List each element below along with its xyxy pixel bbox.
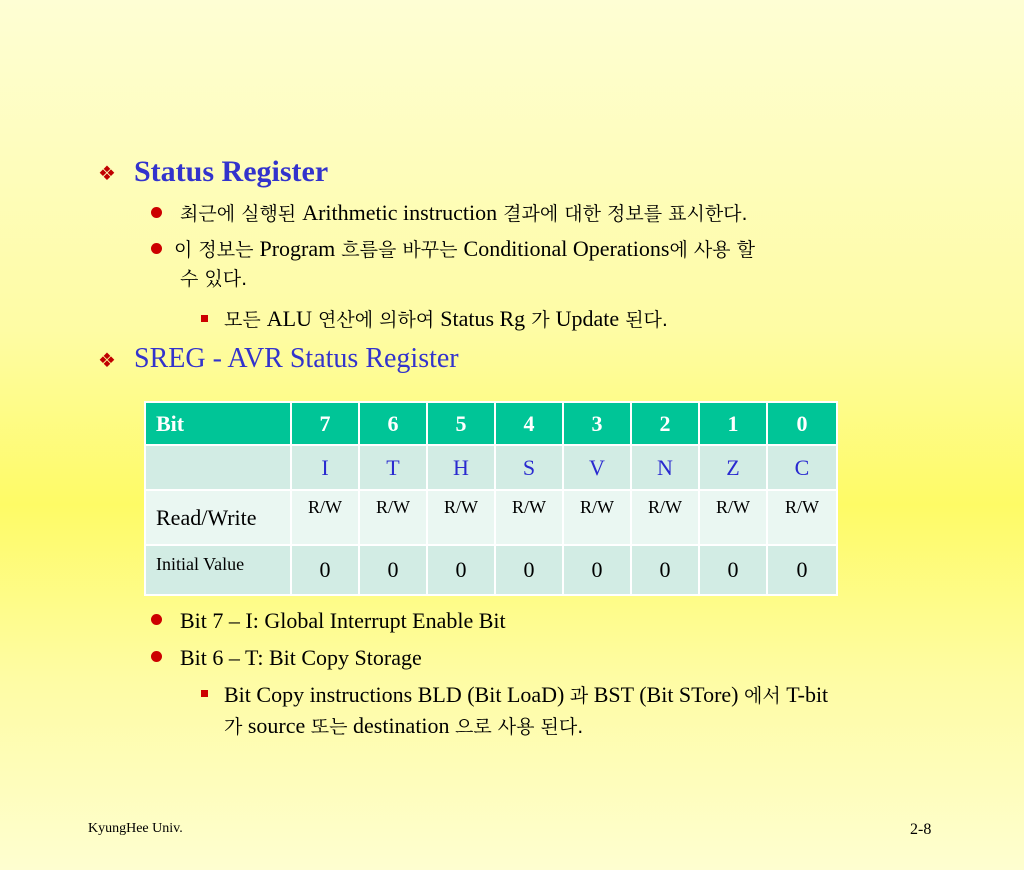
bit-cell: 0 bbox=[767, 402, 837, 445]
flag-cell: N bbox=[631, 445, 699, 490]
red-square-icon bbox=[201, 315, 208, 322]
bit-cell: 2 bbox=[631, 402, 699, 445]
diamond-bullet-icon: ❖ bbox=[98, 163, 116, 185]
bit-header-cell: Bit bbox=[145, 402, 291, 445]
sub-bullet-bit-copy-cont: 가 source 또는 destination 으로 사용 된다. bbox=[224, 713, 584, 738]
bit-cell: 4 bbox=[495, 402, 563, 445]
init-cell: 0 bbox=[767, 545, 837, 595]
flag-cell: V bbox=[563, 445, 631, 490]
table-row-flags bbox=[145, 445, 837, 490]
diamond-bullet-icon: ❖ bbox=[98, 350, 116, 372]
table-row-initial-value bbox=[145, 545, 837, 595]
sub-bullet-bit-copy: Bit Copy instructions BLD (Bit LoaD) 과 BST (Bit STore) 에서 T-bit bbox=[224, 682, 829, 707]
rw-cell: R/W bbox=[359, 490, 427, 545]
rw-cell: R/W bbox=[767, 490, 837, 545]
bit-cell: 7 bbox=[291, 402, 359, 445]
bit-cell: 6 bbox=[359, 402, 427, 445]
init-cell: 0 bbox=[495, 545, 563, 595]
bit-cell: 1 bbox=[699, 402, 767, 445]
footer-university: KyungHee Univ. bbox=[88, 821, 183, 836]
bullet-bit6: Bit 6 – T: Bit Copy Storage bbox=[180, 645, 422, 670]
bullet-conditional-operations: 이 정보는 Program 흐름을 바꾸는 Conditional Operations에 사용 할 bbox=[174, 236, 755, 261]
rw-cell: R/W bbox=[495, 490, 563, 545]
flag-cell: C bbox=[767, 445, 837, 490]
flag-cell: T bbox=[359, 445, 427, 490]
init-cell: 0 bbox=[291, 545, 359, 595]
heading-status-register: Status Register bbox=[134, 155, 329, 188]
red-dot-icon bbox=[151, 614, 162, 625]
rw-cell: R/W bbox=[699, 490, 767, 545]
flag-cell: S bbox=[495, 445, 563, 490]
bullet-conditional-operations-cont: 수 있다. bbox=[180, 268, 248, 290]
flag-header-cell bbox=[145, 445, 291, 490]
init-cell: 0 bbox=[699, 545, 767, 595]
rw-cell: R/W bbox=[291, 490, 359, 545]
red-dot-icon bbox=[151, 243, 162, 254]
init-cell: 0 bbox=[427, 545, 495, 595]
bit-cell: 5 bbox=[427, 402, 495, 445]
init-cell: 0 bbox=[631, 545, 699, 595]
table-row-bit bbox=[145, 402, 837, 445]
init-cell: 0 bbox=[359, 545, 427, 595]
bit-cell: 3 bbox=[563, 402, 631, 445]
init-cell: 0 bbox=[563, 545, 631, 595]
rw-header-cell: Read/Write bbox=[145, 490, 291, 545]
rw-cell: R/W bbox=[427, 490, 495, 545]
flag-cell: I bbox=[291, 445, 359, 490]
rw-cell: R/W bbox=[631, 490, 699, 545]
flag-cell: H bbox=[427, 445, 495, 490]
heading-sreg: SREG - AVR Status Register bbox=[134, 343, 459, 374]
sreg-table bbox=[144, 401, 838, 596]
red-dot-icon bbox=[151, 207, 162, 218]
page-number: 2-8 bbox=[910, 821, 932, 838]
table-row-read-write bbox=[145, 490, 837, 545]
bullet-recent-arithmetic: 최근에 실행된 Arithmetic instruction 결과에 대한 정보를 표시한다. bbox=[180, 200, 748, 225]
sub-bullet-alu-update: 모든 ALU 연산에 의하여 Status Rg 가 Update 된다. bbox=[224, 306, 668, 331]
bullet-bit7: Bit 7 – I: Global Interrupt Enable Bit bbox=[180, 608, 506, 633]
rw-cell: R/W bbox=[563, 490, 631, 545]
red-square-icon bbox=[201, 690, 208, 697]
red-dot-icon bbox=[151, 651, 162, 662]
init-header-cell: Initial Value bbox=[145, 545, 291, 595]
flag-cell: Z bbox=[699, 445, 767, 490]
